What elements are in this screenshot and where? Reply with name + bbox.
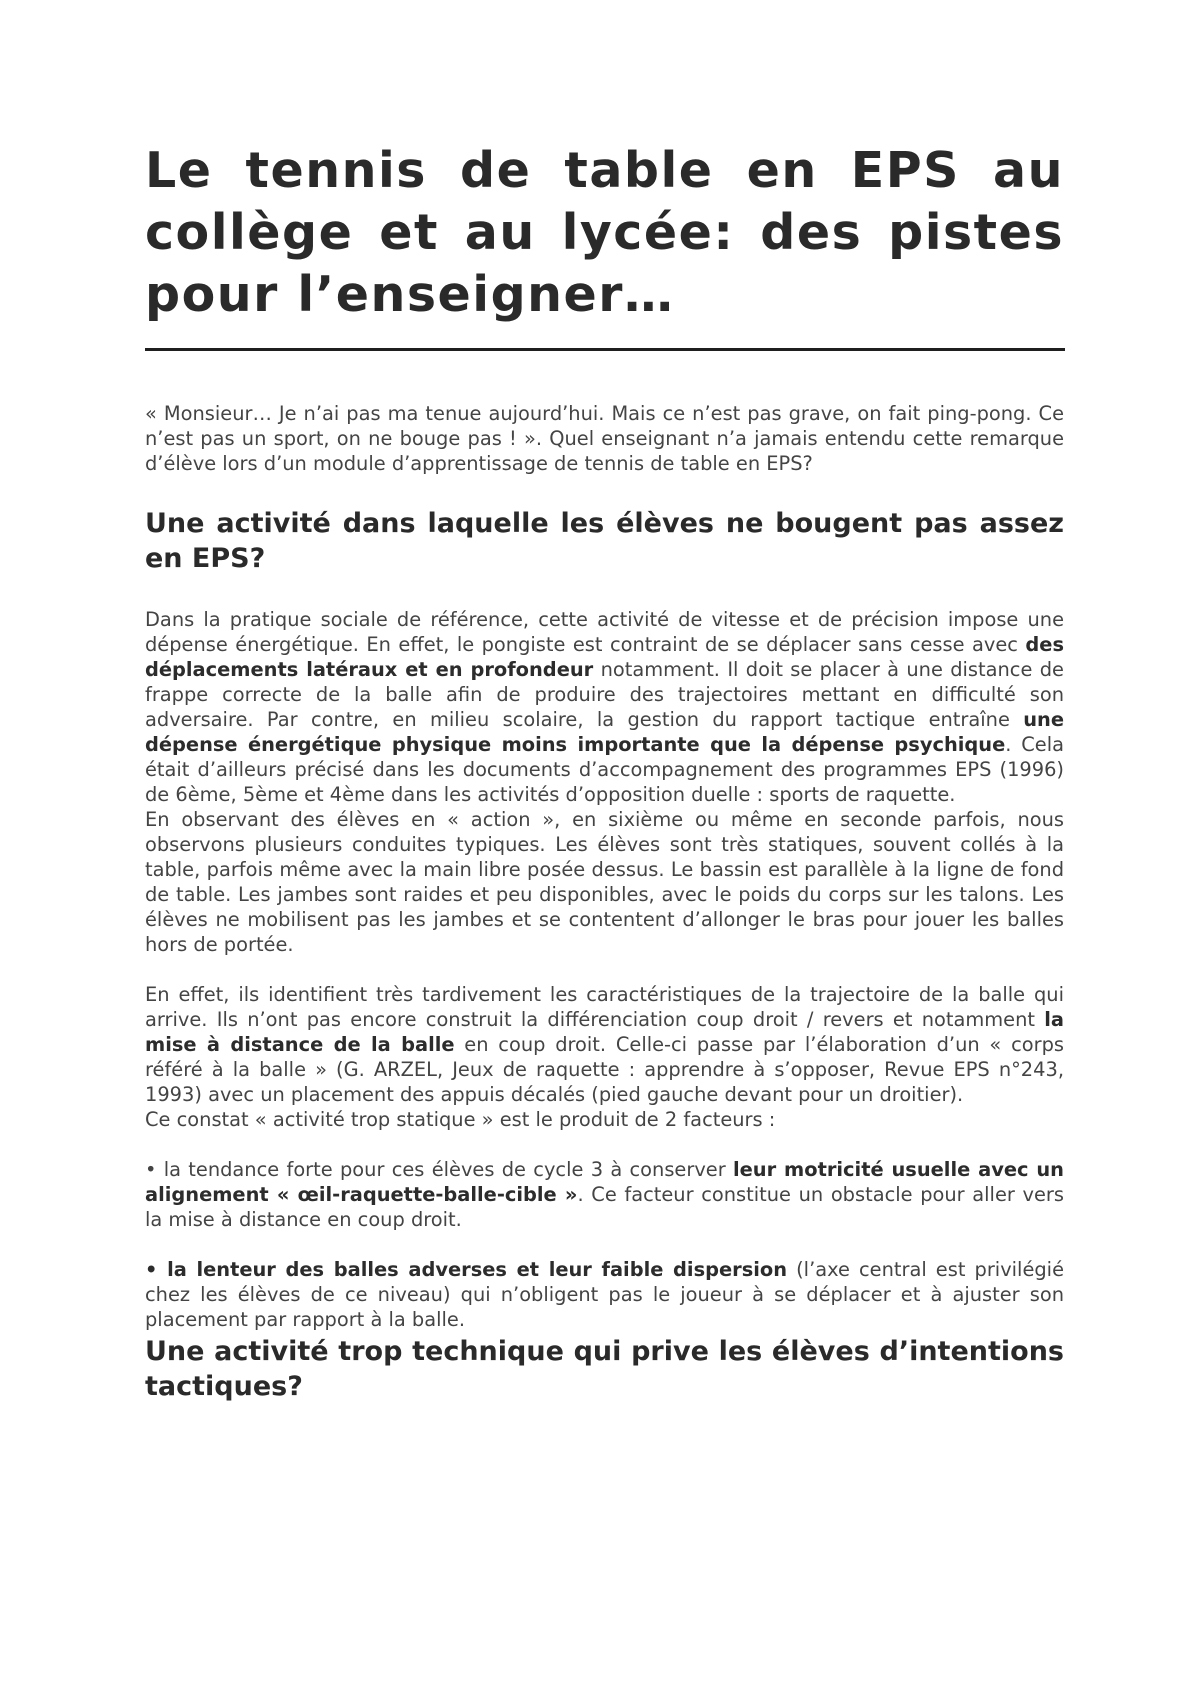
title-divider	[145, 348, 1065, 351]
bullet-2	[145, 1257, 1064, 1332]
bullet-1	[145, 1157, 1064, 1232]
intro-paragraph: « Monsieur… Je n’ai pas ma tenue aujourd’hui. Mais ce n’est pas grave, on fait ping-pong. Ce n’est pas un sport, on ne bouge pas ! ». Quel enseignant n’a jamais entendu cette remarque d’élève lors d’un module d’apprentissage de tennis de table en EPS?	[145, 402, 1064, 475]
bullet-1-bold: leur motricité usuelle avec un alignement « œil-raquette-balle-cible »	[145, 1158, 1064, 1206]
document-title: Le tennis de table en EPS au collège et au lycée: des pistes pour l’enseigner…	[145, 142, 1064, 323]
bullet-2-bold: • la lenteur des balles adverses et leur faible dispersion	[145, 1258, 788, 1281]
paragraph-4: Ce constat « activité trop statique » est le produit de 2 facteurs :	[145, 1108, 776, 1131]
bullet-2-text-c: (l’axe central est privilégié chez les élèves de ce niveau) qui n’obligent pas le joueur à se déplacer et à ajuster son placement par rapport à la balle.	[145, 1258, 1064, 1331]
bullet-1-text-a: • la tendance forte pour ces élèves de cycle 3 à conserver	[145, 1158, 733, 1181]
section-heading-2: Une activité trop technique qui prive les élèves d’intentions tactiques?	[145, 1336, 1064, 1402]
paragraph-1-text-a: Dans la pratique sociale de référence, cette activité de vitesse et de précision impose une dépense énergétique. En effet, le pongiste est contraint de se déplacer sans cesse avec	[145, 608, 1064, 656]
section-heading-1: Une activité dans laquelle les élèves ne bougent pas assez en EPS?	[145, 508, 1064, 574]
paragraph-2: En observant des élèves en « action », en sixième ou même en seconde parfois, nous observons plusieurs conduites typiques. Les élèves sont très statiques, souvent collés à la table, parfois même avec la main libre posée dessus. Le bassin est parallèle à la ligne de fond de table. Les jambes sont raides et peu disponibles, avec le poids du corps sur les talons. Les élèves ne mobilisent pas les jambes et se contentent d’allonger le bras pour jouer les balles hors de portée.	[145, 808, 1064, 956]
paragraph-1-text-d: . Cela était d’ailleurs précisé dans les documents d’accompagnement des programmes EPS (1996) de 6ème, 5ème et 4ème dans les activités d’opposition duelle : sports de raquette.	[145, 733, 1064, 806]
paragraph-3-text-a: En effet, ils identifient très tardivement les caractéristiques de la trajectoire de la balle qui arrive. Ils n’ont pas encore construit la différenciation coup droit / revers et notamment	[145, 983, 1064, 1031]
paragraph-3-bold: la mise à distance de la balle	[145, 1008, 1064, 1056]
paragraph-1	[145, 607, 1064, 807]
paragraph-1-text-c: notamment. Il doit se placer à une distance de frappe correcte de la balle afin de produire des trajectoires mettant en difficulté son adversaire. Par contre, en milieu scolaire, la gestion du rapport tactique entraîne	[145, 658, 1064, 731]
bullet-1-text-c: . Ce facteur constitue un obstacle pour aller vers la mise à distance en coup droit.	[145, 1183, 1064, 1231]
paragraph-3	[145, 982, 1064, 1107]
paragraph-1-bold-2: une dépense énergétique physique moins importante que la dépense psychique	[145, 708, 1064, 756]
paragraph-3-text-c: en coup droit. Celle-ci passe par l’élaboration d’un « corps référé à la balle » (G. ARZEL, Jeux de raquette : apprendre à s’opposer, Revue EPS n°243, 1993) avec un placement des appuis décalés (pied gauche devant pour un droitier).	[145, 1033, 1064, 1106]
paragraph-1-bold-1: des déplacements latéraux et en profondeur	[145, 633, 1064, 681]
